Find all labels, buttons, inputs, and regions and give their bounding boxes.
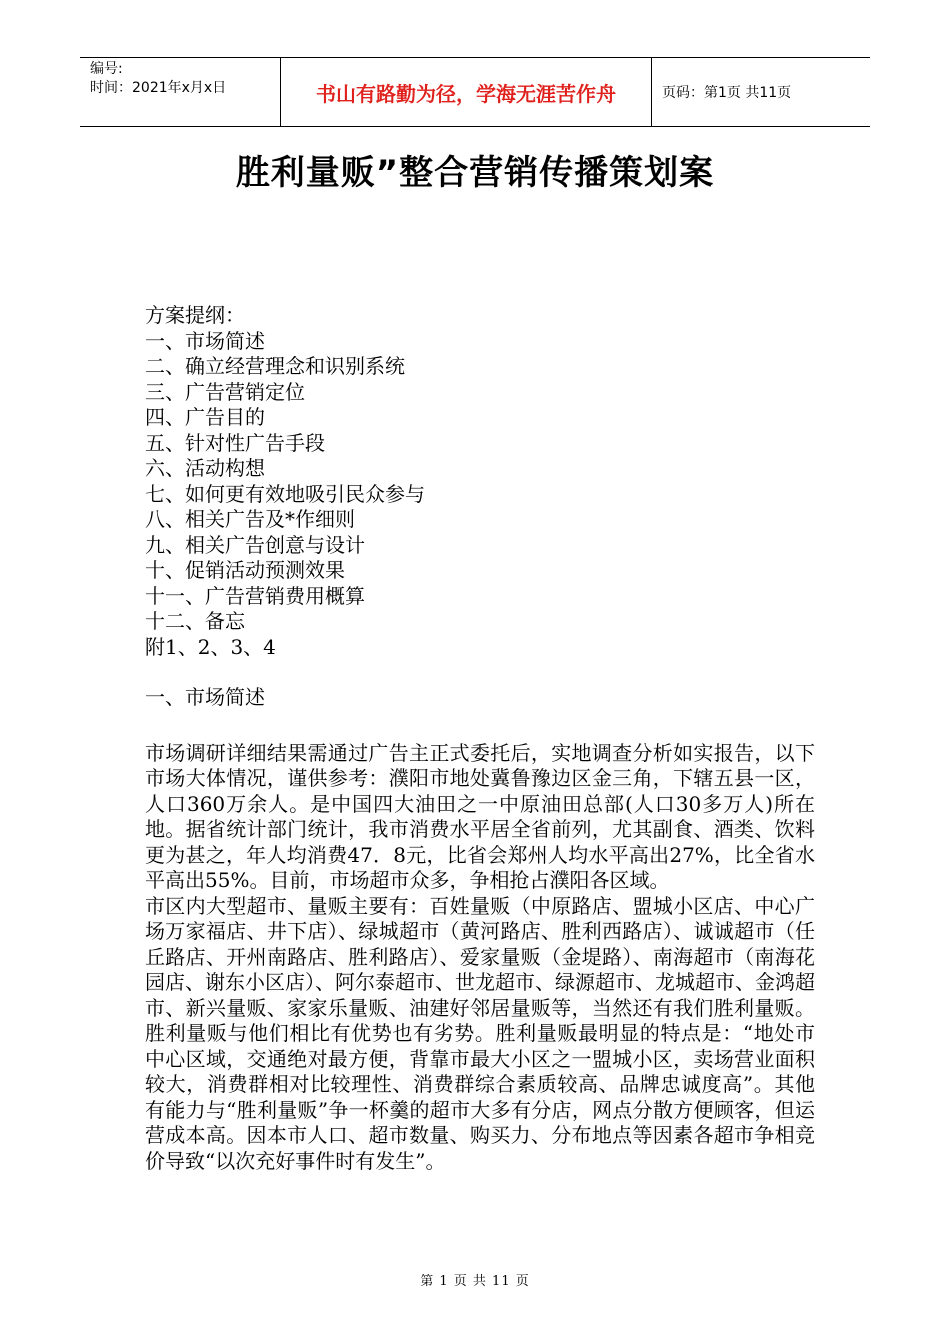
body-paragraph: 市区内大型超市、量贩主要有：百姓量贩（中原路店、盟城小区店、中心广场万家福店、井下店）、绿城超市（黄河路店、胜利西路店）、诚诚超市（任丘路店、开州南路店、胜利路店）、爱家量贩（金堤路）、南海超市（南海花园店、谢东小区店）、阿尔泰超市、世龙超市、绿源超市、龙城超市、金鸿超市、新兴量贩、家家乐量贩、油建好邻居量贩等，当然还有我们胜利量贩。胜利量贩与他们相比有优势也有劣势。胜利量贩最明显的特点是：“地处市中心区域，交通绝对最方便，背靠市最大小区之一盟城小区，卖场营业面积较大，消费群相对比较理性、消费群综合素质较高、品牌忠诚度高”。其他有能力与“胜利量贩”争一杯羹的超市大多有分店，网点分散方便顾客，但运营成本高。因本市人口、超市数量、购买力、分布地点等因素各超市争相竞价导致“以次充好事件时有发生”。 bbox=[145, 893, 815, 1173]
outline-item: 三、广告营销定位 bbox=[145, 379, 305, 404]
outline-item: 四、广告目的 bbox=[145, 405, 265, 429]
outline-item: 十一、广告营销费用概算 bbox=[145, 583, 365, 608]
page-footer: 第 1 页 共 11 页 bbox=[420, 1274, 530, 1289]
document-title: 胜利量贩”整合营销传播策划案 bbox=[235, 153, 715, 193]
outline-item: 九、相关广告创意与设计 bbox=[145, 532, 365, 557]
number-label: 编号: bbox=[90, 61, 123, 77]
header-meta bbox=[80, 58, 280, 126]
outline-item: 二、确立经营理念和识别系统 bbox=[145, 354, 405, 378]
outline-item: 十二、备忘 bbox=[145, 609, 245, 633]
outline-list bbox=[145, 329, 815, 661]
outline-item: 一、市场简述 bbox=[145, 328, 265, 353]
document-body bbox=[145, 303, 815, 1174]
outline-item: 五、针对性广告手段 bbox=[145, 430, 325, 455]
outline-item: 附1、2、3、4 bbox=[145, 634, 276, 659]
header-motto: 书山有路勤为径，学海无涯苦作舟 bbox=[280, 58, 652, 126]
section-heading: 一、市场简述 bbox=[145, 685, 265, 709]
outline-item: 八、相关广告及*作细则 bbox=[145, 507, 355, 531]
document-header bbox=[80, 57, 870, 127]
outline-item: 七、如何更有效地吸引民众参与 bbox=[145, 481, 425, 506]
outline-item: 六、活动构想 bbox=[145, 456, 265, 480]
outline-item: 十、促销活动预测效果 bbox=[145, 558, 345, 582]
body-paragraph: 市场调研详细结果需通过广告主正式委托后，实地调查分析如实报告，以下市场大体情况，谨供参考：濮阳市地处冀鲁豫边区金三角，下辖五县一区，人口360万余人。是中国四大油田之一中原油田总部(人口30多万人)所在地。据省统计部门统计，我市消费水平居全省前列，尤其副食、酒类、饮料更为甚之，年人均消费47．8元，比省会郑州人均水平高出27%，比全省水平高出55%。目前，市场超市众多，争相抢占濮阳各区域。 bbox=[145, 740, 815, 892]
outline-heading: 方案提纲： bbox=[145, 303, 245, 327]
time-label: 时间：2021年x月x日 bbox=[90, 80, 227, 96]
header-page-info: 页码：第1页 共11页 bbox=[662, 85, 792, 101]
